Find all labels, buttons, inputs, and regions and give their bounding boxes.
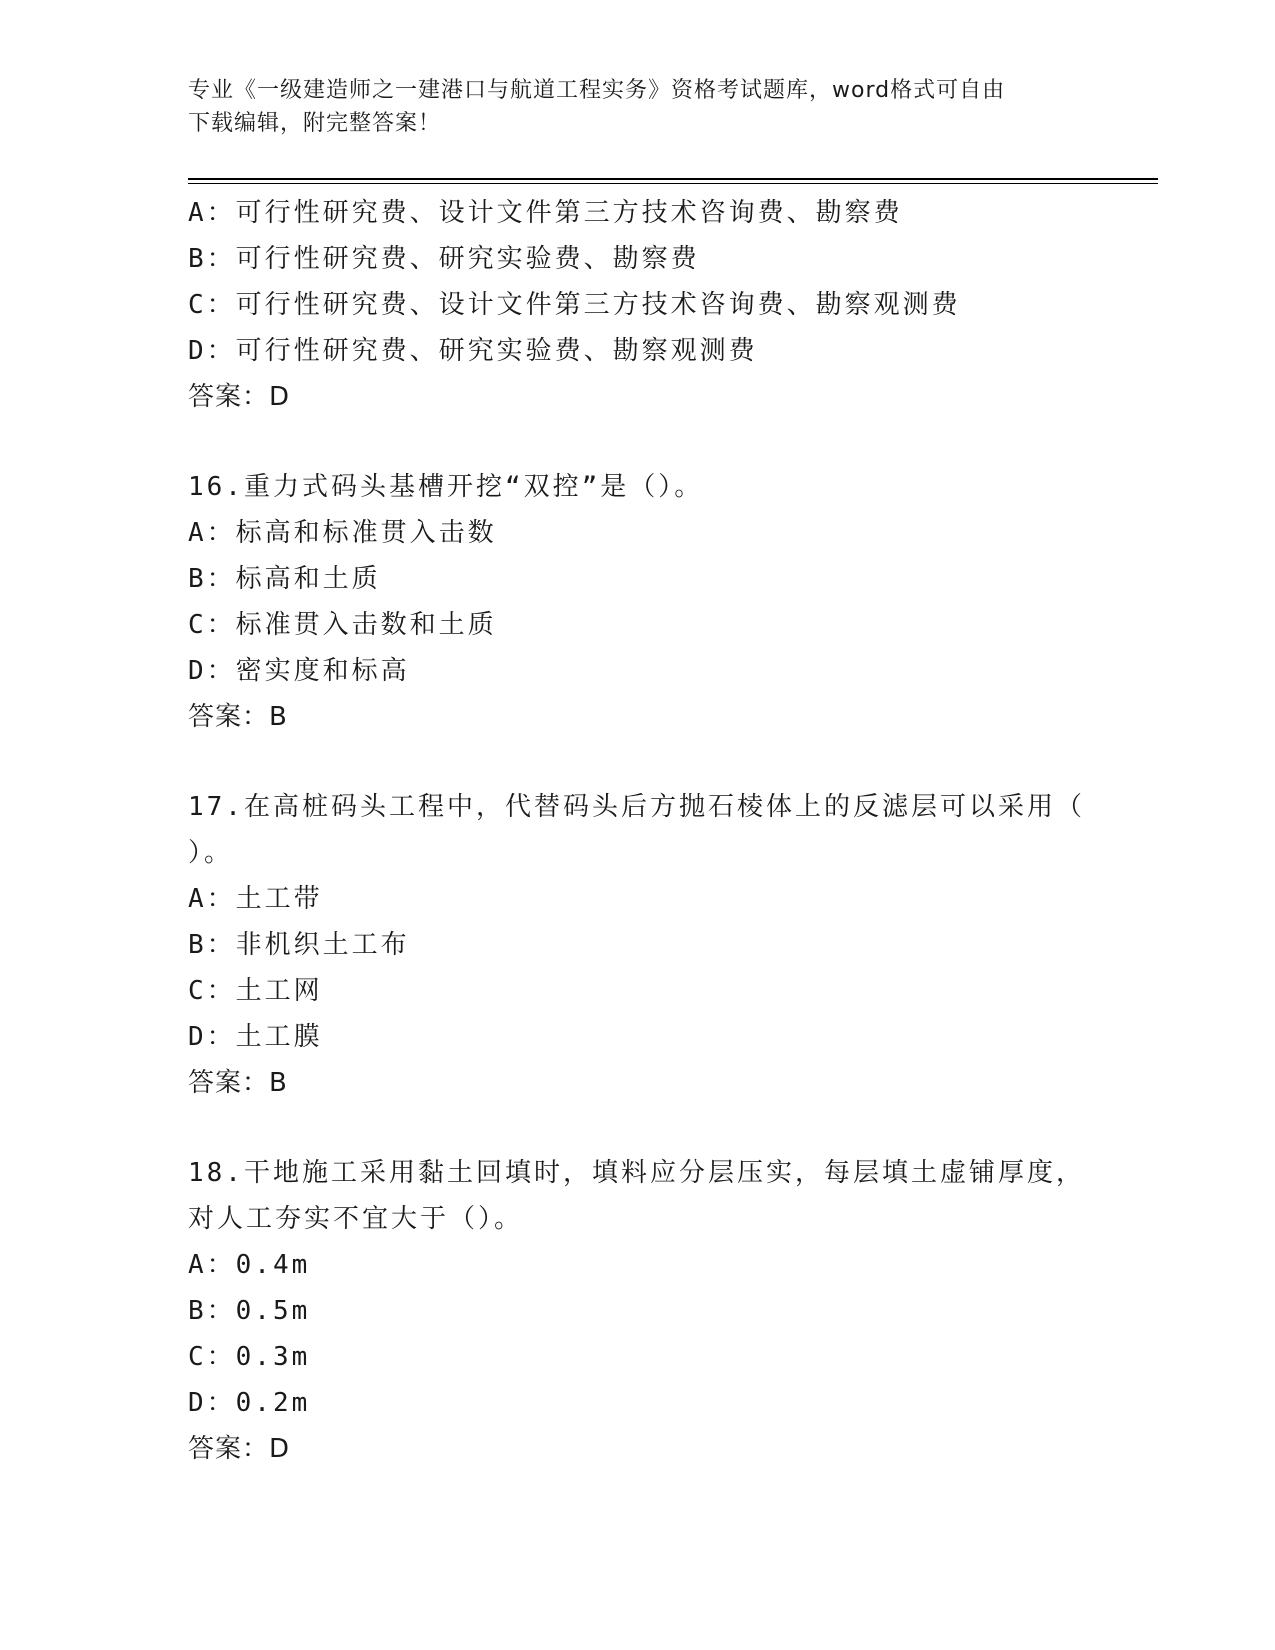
option-a: A：标高和标准贯入击数 <box>188 518 497 548</box>
option-a: A：可行性研究费、设计文件第三方技术咨询费、勘察费 <box>188 198 903 228</box>
question-spacer <box>188 1106 1088 1150</box>
option-d: D：0.2m <box>188 1388 311 1418</box>
option-d: D：可行性研究费、研究实验费、勘察观测费 <box>188 336 758 366</box>
option-b: B：标高和土质 <box>188 564 381 594</box>
option-d: D：密实度和标高 <box>188 656 410 686</box>
option-c: C：土工网 <box>188 976 323 1006</box>
option-b: B：非机织土工布 <box>188 930 410 960</box>
option-a: A：土工带 <box>188 884 323 914</box>
document-header <box>188 74 1088 140</box>
option-c: C：可行性研究费、设计文件第三方技术咨询费、勘察观测费 <box>188 290 961 320</box>
question-spacer <box>188 740 1088 784</box>
answer-line: 答案：D <box>188 382 291 412</box>
question-list <box>188 190 1088 1472</box>
question-18 <box>188 1150 1088 1472</box>
header-divider-thin <box>188 183 1158 184</box>
option-d: D：土工膜 <box>188 1022 323 1052</box>
option-a: A：0.4m <box>188 1250 311 1280</box>
answer-line: 答案：B <box>188 702 288 732</box>
question-stem: 16.重力式码头基槽开挖“双控”是（）。 <box>188 472 704 502</box>
question-16 <box>188 464 1088 740</box>
question-stem-continued: ）。 <box>188 838 234 868</box>
question-15 <box>188 190 1088 420</box>
option-c: C：0.3m <box>188 1342 311 1372</box>
option-b: B：0.5m <box>188 1296 311 1326</box>
question-stem: 18.干地施工采用黏土回填时，填料应分层压实，每层填土虚铺厚度， <box>188 1158 1085 1188</box>
option-b: B：可行性研究费、研究实验费、勘察费 <box>188 244 700 274</box>
answer-line: 答案：D <box>188 1434 291 1464</box>
question-stem: 17.在高桩码头工程中，代替码头后方抛石棱体上的反滤层可以采用（ <box>188 792 1085 822</box>
header-divider-thick <box>188 178 1158 180</box>
answer-line: 答案：B <box>188 1068 288 1098</box>
header-line-1: 专业《一级建造师之一建港口与航道工程实务》资格考试题库，word格式可自由 <box>188 78 1006 103</box>
question-stem-continued: 对人工夯实不宜大于（）。 <box>188 1204 524 1234</box>
question-spacer <box>188 420 1088 464</box>
header-line-2: 下载编辑，附完整答案！ <box>188 111 442 136</box>
question-17 <box>188 784 1088 1106</box>
option-c: C：标准贯入击数和土质 <box>188 610 497 640</box>
